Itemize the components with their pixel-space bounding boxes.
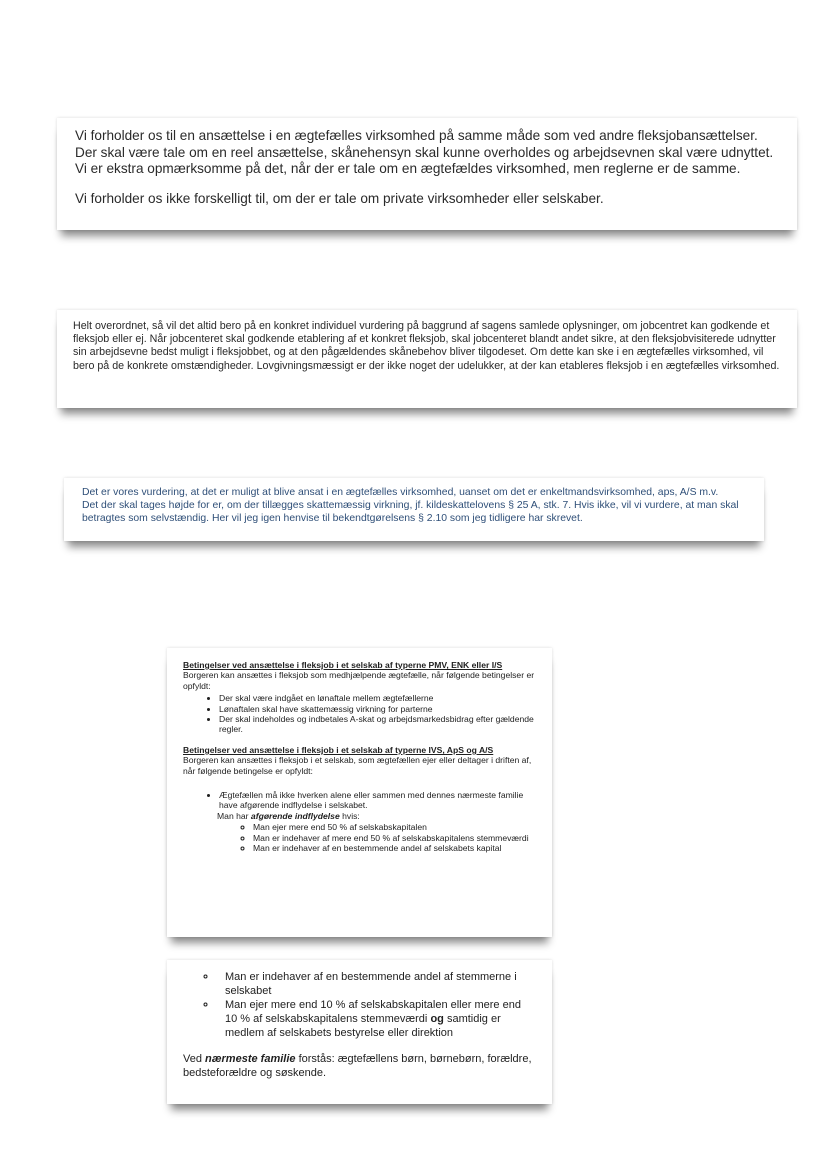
- influence-prefix: Man har: [217, 810, 251, 821]
- list-item-emphasis: og: [430, 1013, 444, 1025]
- assessment-paragraph: Helt overordnet, så vil det altid bero på en konkret individuel vurdering på baggrund af sagens samlede oplysninger, om jobcentret kan godkende et fleksjob eller ej. Når jobcenteret skal godkende etablering af et konkret fleksjob, skal jobcenteret blandt andet sikre, at den fleksjobvisiterede udnytter sin arbejdsevne bedst muligt i fleksjobbet, og at den pågældendes skånebehov bliver tilgodeset. Om dette kan ske i en ægtefælles virksomhed, vil bero på de konkrete omstændigheder. Lovgivningsmæssigt er der ikke noget der udelukker, at der kan etableres fleksjob i en ægtefælles virksomhed.: [73, 320, 780, 372]
- influence-list: [183, 970, 536, 1040]
- note-card-conditions: [167, 648, 552, 937]
- list-item: ◦ Man er indehaver af mere end 50 % af selskabskapitalens stemmeværdi: [253, 833, 536, 843]
- list-item: • Lønaftalen skal have skattemæssig virkning for parterne: [219, 704, 536, 714]
- conditions-list: [183, 693, 536, 735]
- conditions-list: [183, 790, 536, 811]
- influence-term: afgørende indflydelse: [250, 810, 340, 821]
- note-card-conditions-continued: [167, 960, 552, 1104]
- conditions-intro: Borgeren kan ansættes i fleksjob som medhjælpende ægtefælle, når følgende betingelser er opfyldt:: [183, 670, 535, 691]
- list-item-text: samtidig er medlem af selskabets bestyrelse eller direktion: [225, 1013, 501, 1039]
- influence-list: [183, 822, 536, 853]
- conditions-heading: Betingelser ved ansættelse i fleksjob i et selskab af typerne PMV, ENK eller I/S: [183, 660, 503, 670]
- policy-line: Vi forholder os ikke forskelligt til, om der er tale om private virksomheder eller selskaber.: [75, 190, 604, 206]
- list-item-text: Man ejer mere end 10 % af selskabskapitalen eller mere end 10 % af selskabskapitalens stemmeværdi: [225, 999, 521, 1025]
- list-item: ◦ Man er indehaver af en bestemmende andel af stemmerne i selskabet: [217, 970, 536, 998]
- assessment-line: Det der skal tages højde for er, om der tillægges skattemæssig virkning, jf. kildeskattelovens § 25 A, stk. 7. Hvis ikke, vil vi vurdere, at man skal betragtes som selvstændig. Her vil jeg igen henvise til bekendtgørelsens § 2.10 som jeg tidligere har skrevet.: [82, 500, 739, 524]
- note-card-individual-assessment: [57, 310, 797, 408]
- note-card-tax-assessment: [64, 478, 764, 541]
- assessment-line: Det er vores vurdering, at det er muligt at blive ansat i en ægtefælles virksomhed, uanset om det er enkeltmandsvirksomhed, aps, A/S m.v.: [82, 487, 719, 498]
- list-item: [217, 998, 536, 1040]
- list-item: • Der skal indeholdes og indbetales A-skat og arbejdsmarkedsbidrag efter gældende regler.: [219, 714, 536, 735]
- conditions-heading: Betingelser ved ansættelse i fleksjob i et selskab af typerne IVS, ApS og A/S: [183, 744, 494, 755]
- list-item: ◦ Man er indehaver af en bestemmende andel af selskabets kapital: [253, 843, 536, 853]
- family-suffix: forstås: ægtefællens børn, børnebørn, forældre, bedsteforældre og søskende.: [183, 1053, 532, 1079]
- policy-line: Vi forholder os til en ansættelse i en ægtefælles virksomhed på samme måde som ved andre fleksjobansættelser.: [75, 128, 758, 143]
- list-item: ◦ Man ejer mere end 50 % af selskabskapitalen: [253, 822, 536, 832]
- list-item: • Der skal være indgået en lønaftale mellem ægtefællerne: [219, 693, 536, 703]
- conditions-intro: Borgeren kan ansættes i fleksjob i et selskab, som ægtefællen ejer eller deltager i driften af, når følgende betingelse er opfyldt:: [183, 755, 532, 776]
- policy-line: Vi er ekstra opmærksomme på det, når der er tale om en ægtefældes virksomhed, men reglerne er de samme.: [75, 161, 741, 176]
- policy-line: Der skal være tale om en reel ansættelse, skånehensyn skal kunne overholdes og arbejdsevnen skal være udnyttet.: [75, 144, 774, 160]
- note-card-general-policy: [57, 118, 797, 230]
- family-term: nærmeste familie: [205, 1053, 296, 1065]
- family-definition: [183, 1052, 536, 1080]
- list-item: • Ægtefællen må ikke hverken alene eller sammen med dennes nærmeste familie have afgørende indflydelse i selskabet.: [219, 790, 536, 811]
- influence-definition: [183, 811, 536, 821]
- family-prefix: Ved: [183, 1053, 206, 1065]
- influence-suffix: hvis:: [339, 810, 360, 821]
